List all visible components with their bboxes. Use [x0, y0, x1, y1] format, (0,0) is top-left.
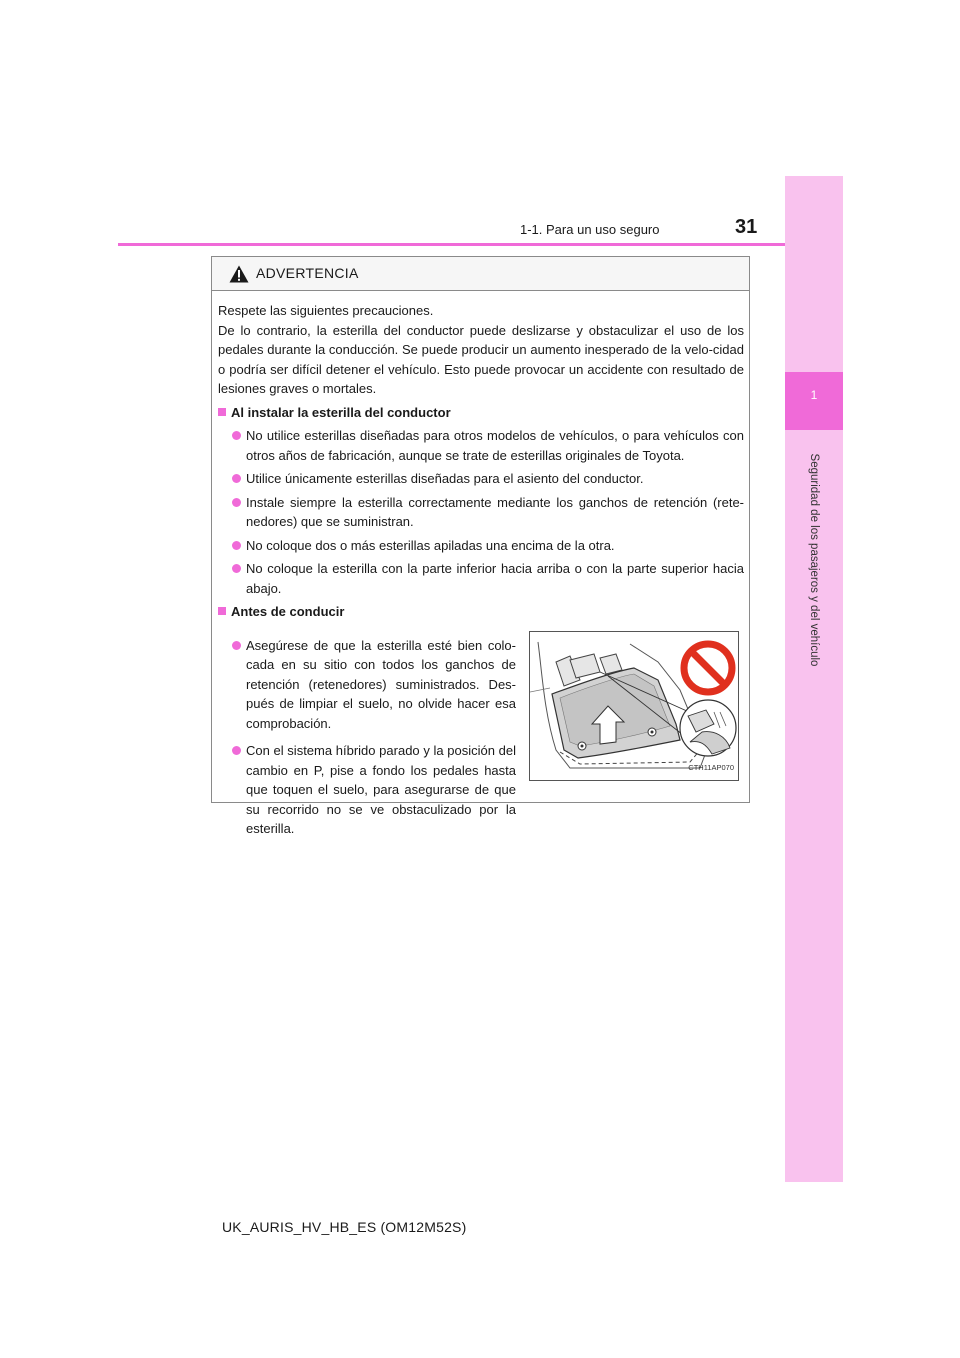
- warning-header: [212, 257, 749, 291]
- bullet-dot-icon: [232, 431, 241, 440]
- list-item: Asegúrese de que la esterilla esté bien colo-cada en su sitio con todos los ganchos de retención (retenedores) suministrados. Des-pués de limpiar el suelo, no olvide hacer esa comprobación.: [218, 636, 516, 734]
- warning-box: [211, 256, 750, 836]
- intro-paragraph: De lo contrario, la esterilla del conductor puede deslizarse y obstaculizar el uso de los pedales durante la conducción. Se puede producir un aumento inesperado de la velo-cidad o podría ser difícil detener el vehículo. Esto puede provocar un accidente con resultado de lesiones graves o mortales.: [218, 322, 744, 396]
- list-item: No coloque dos o más esterillas apiladas una encima de la otra.: [218, 536, 744, 556]
- chapter-label: Seguridad de los pasajeros y del vehículo: [808, 453, 820, 667]
- before-driving-block: [218, 632, 744, 836]
- manual-code: UK_AURIS_HV_HB_ES (OM12M52S): [222, 1219, 467, 1235]
- page-number: 31: [735, 216, 758, 238]
- bullet-dot-icon: [232, 641, 241, 650]
- list-item: Instale siempre la esterilla correctamente mediante los ganchos de retención (rete-nedores) que se suministran.: [218, 493, 744, 532]
- bullet-dot-icon: [232, 746, 241, 755]
- list-item: No utilice esterillas diseñadas para otros modelos de vehículos, o para vehículos con otros años de fabricación, aunque se trate de esterillas originales de Toyota.: [218, 426, 744, 465]
- warning-title: ADVERTENCIA: [256, 265, 359, 281]
- before-driving-list: [218, 632, 516, 839]
- bullet-dot-icon: [232, 541, 241, 550]
- illustration-code: CTH11AP070: [688, 763, 734, 772]
- floor-mat-illustration: [529, 631, 739, 781]
- bullet-dot-icon: [232, 474, 241, 483]
- list-item: No coloque la esterilla con la parte inferior hacia arriba o con la parte superior hacia abajo.: [218, 559, 744, 598]
- section-heading-install: Al instalar la esterilla del conductor: [218, 403, 744, 423]
- warning-body: [218, 301, 744, 836]
- list-item: Con el sistema híbrido parado y la posición del cambio en P, pise a fondo los pedales hasta que toquen el suelo, para asegurarse de que su recorrido no se ve obstaculizado por la esterilla.: [218, 741, 516, 839]
- section-heading-before-driving: Antes de conducir: [218, 602, 744, 622]
- intro-line: Respete las siguientes precauciones.: [218, 303, 434, 318]
- bullet-dot-icon: [232, 564, 241, 573]
- header-rule: [118, 243, 785, 246]
- list-item: Utilice únicamente esterillas diseñadas para el asiento del conductor.: [218, 469, 744, 489]
- section-title: 1-1. Para un uso seguro: [520, 222, 660, 237]
- chapter-number: 1: [810, 388, 818, 402]
- bullet-dot-icon: [232, 498, 241, 507]
- warning-triangle-icon: [229, 265, 249, 283]
